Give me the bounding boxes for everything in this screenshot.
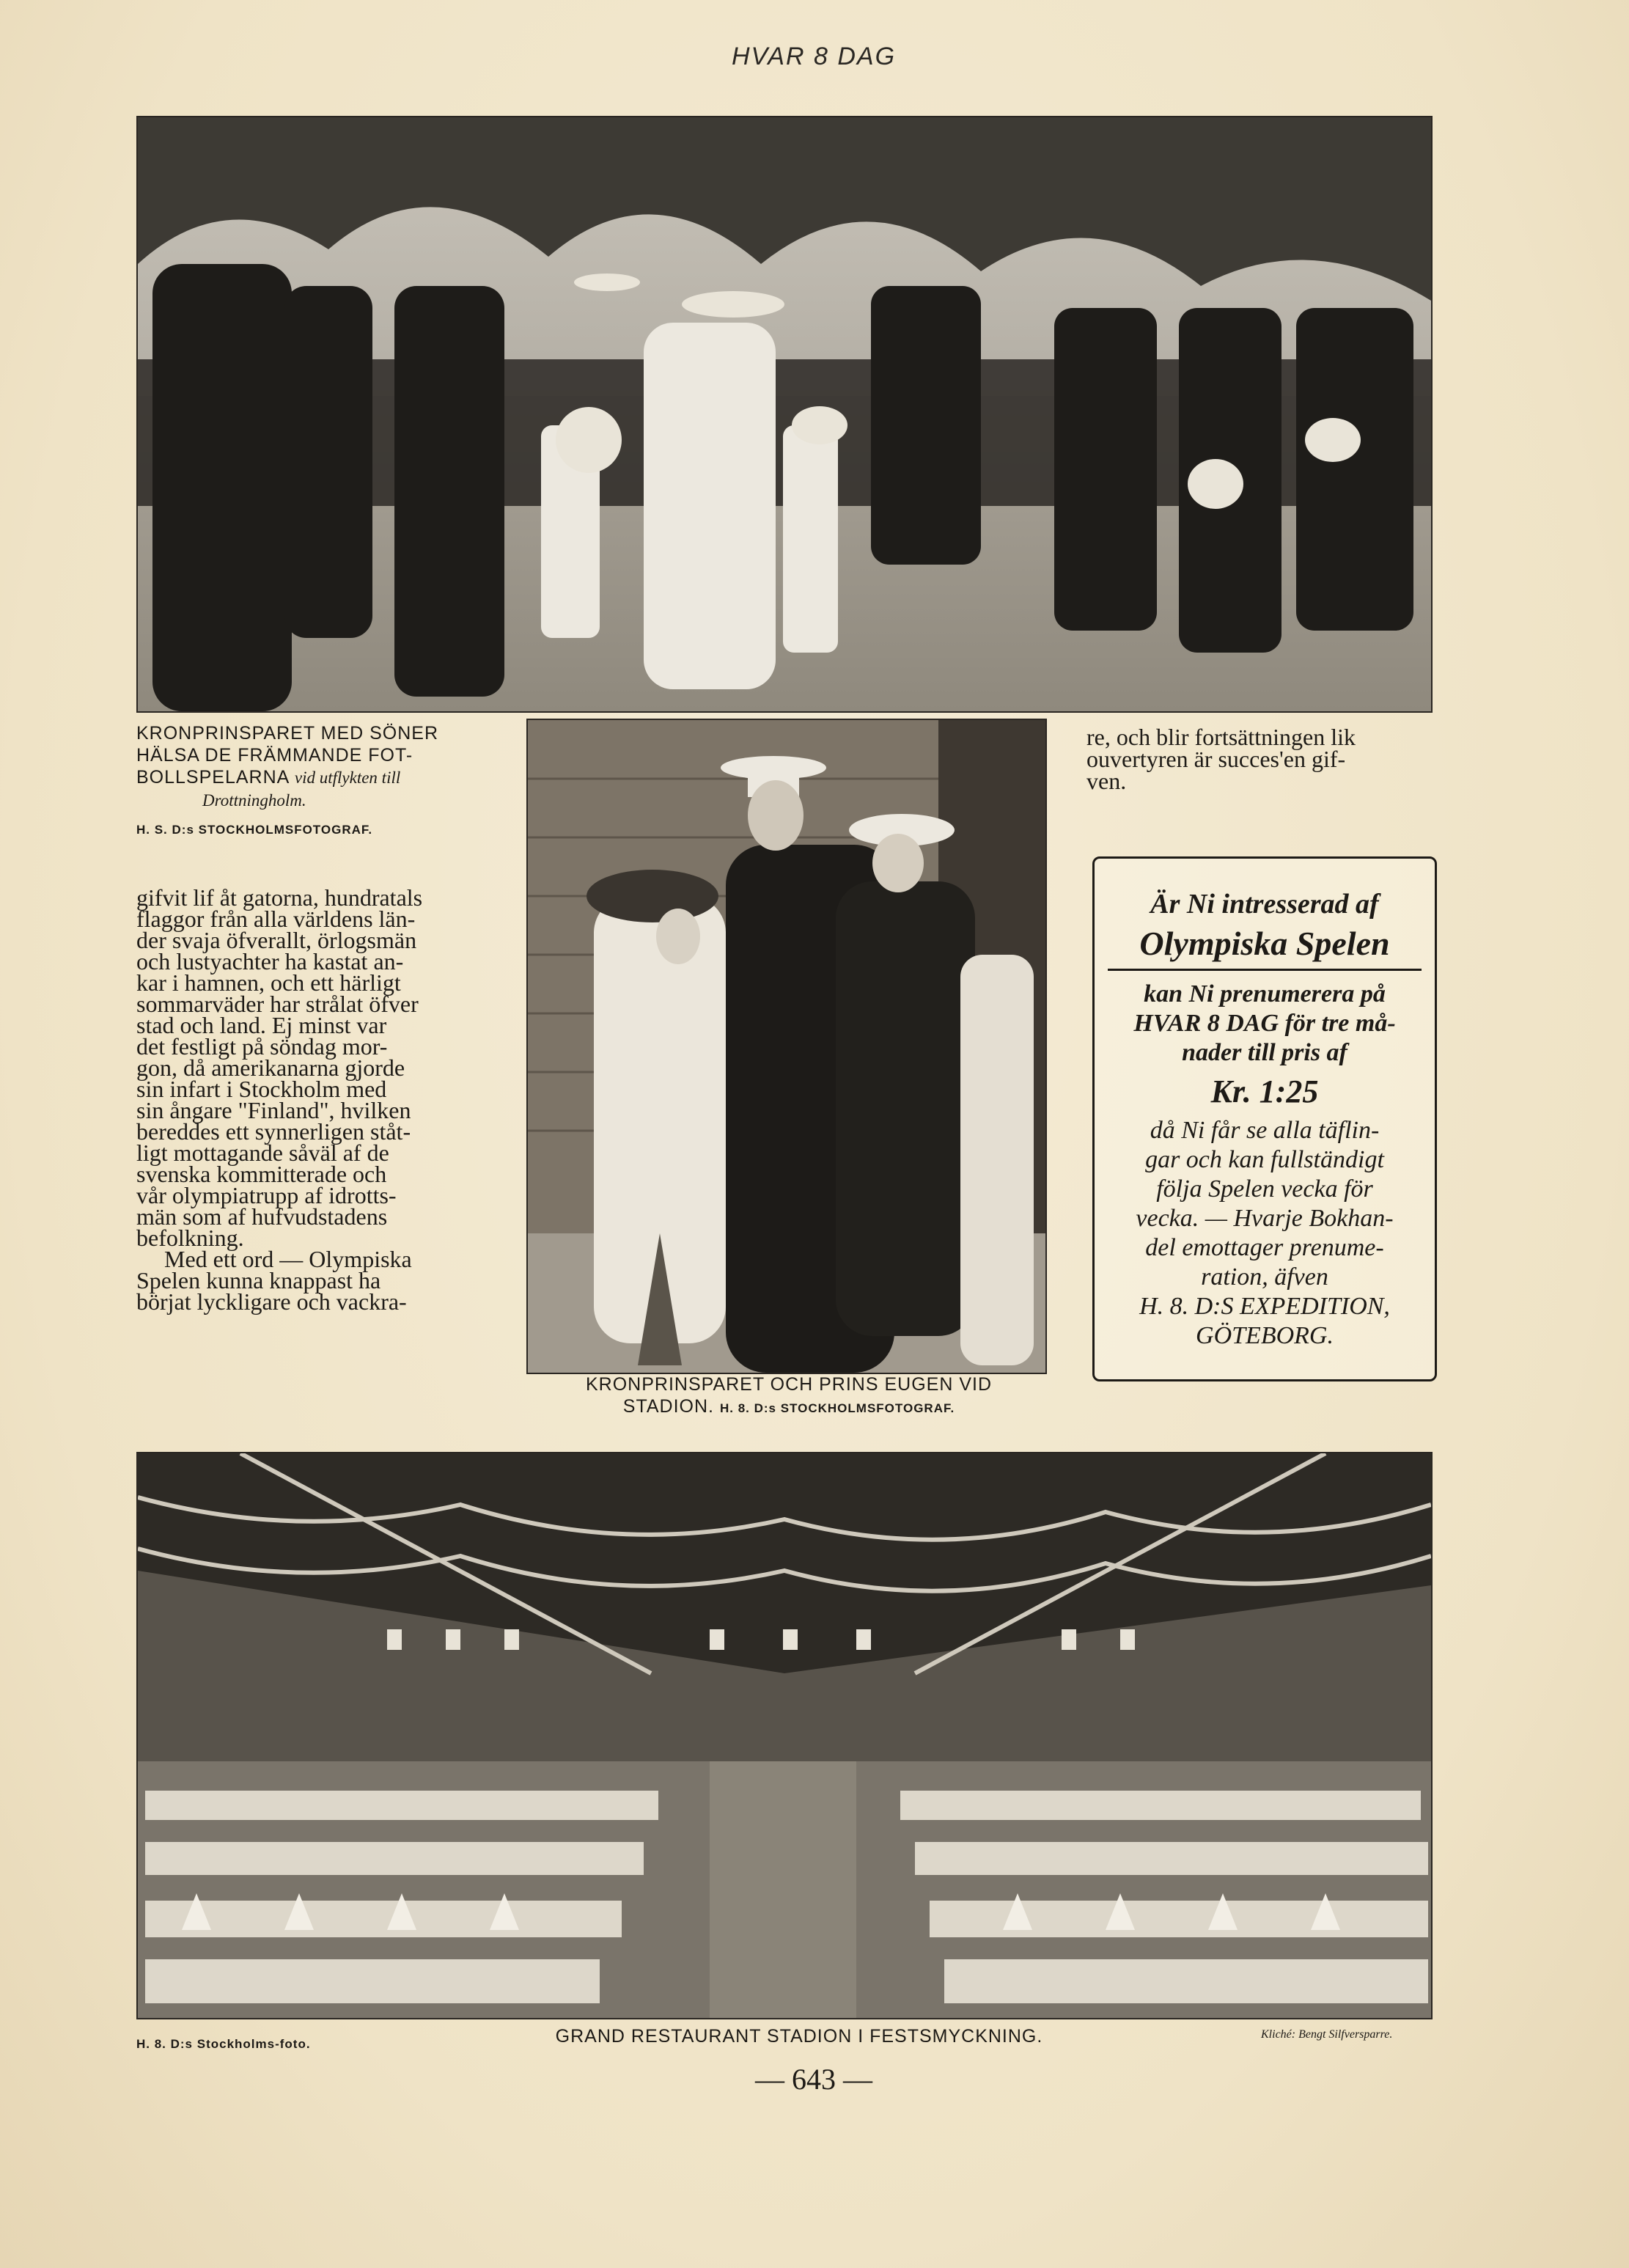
photo-3-image [138, 1453, 1431, 2018]
photo-2-image [528, 720, 1045, 1373]
article-line: re, och blir fortsättningen lik [1086, 724, 1356, 750]
photo-2-caption-text: STADION. [622, 1396, 715, 1417]
advert-line: HVAR 8 DAG för tre må- [1133, 1010, 1396, 1037]
article-line: svenska kommitterade och [136, 1161, 387, 1187]
advert-line: nader till pris af [1182, 1039, 1347, 1066]
photo-2-caption [528, 1373, 1050, 1420]
article-line: ven. [1086, 768, 1127, 794]
article-line: sommarväder har strålat öfver [136, 991, 419, 1017]
advert-body-line: H. 8. D:S EXPEDITION, [1139, 1293, 1390, 1320]
photo-1-caption-line: KRONPRINSPARET MED SÖNER [136, 723, 439, 744]
article-line: det festligt på söndag mor- [136, 1033, 388, 1060]
advert-body-line: då Ni får se alla täflin- [1150, 1117, 1380, 1144]
advert-title: Är Ni intresserad af [1150, 889, 1379, 920]
article-line: ouvertyren är succes'en gif- [1086, 746, 1346, 772]
photo-1-caption-line: HÄLSA DE FRÄMMANDE FOT- [136, 745, 413, 766]
article-line: stad och land. Ej minst var [136, 1012, 387, 1038]
advert-body [1108, 1116, 1422, 1351]
page-number: — 643 — [755, 2063, 872, 2096]
article-line: befolkning. [136, 1225, 244, 1251]
photo-1-caption-italic: vid utflykten till [294, 768, 401, 787]
photo-2-credit: H. 8. D:s STOCKHOLMSFOTOGRAF. [719, 1401, 955, 1415]
photo-1-caption [136, 722, 503, 841]
photo-3-credit: H. 8. D:s Stockholms-foto. [136, 2037, 311, 2051]
article-line: vår olympiatrupp af idrotts- [136, 1182, 397, 1208]
article-line: Med ett ord — Olympiska [164, 1246, 412, 1272]
photo-2-caption-line: KRONPRINSPARET OCH PRINS EUGEN VID [586, 1374, 992, 1395]
article-line: börjat lyckligare och vackra- [136, 1288, 407, 1315]
article-line: och lustyachter ha kastat an- [136, 948, 404, 975]
photo-1-credit: H. S. D:s STOCKHOLMSFOTOGRAF. [136, 823, 373, 837]
article-line: Spelen kunna knappast ha [136, 1267, 381, 1293]
advert-body-line: gar och kan fullständigt [1145, 1146, 1384, 1173]
advert-body-line: del emottager prenume- [1145, 1234, 1384, 1261]
article-line: bereddes ett synnerligen ståt- [136, 1118, 411, 1145]
advert-body-line: ration, äfven [1201, 1263, 1328, 1291]
article-line: der svaja öfverallt, örlogsmän [136, 927, 417, 953]
advert-headline: Olympiska Spelen [1108, 923, 1422, 971]
advert-body-line: vecka. — Hvarje Bokhan- [1136, 1205, 1394, 1232]
article-line: kar i hamnen, och ett härligt [136, 969, 401, 996]
article-line: sin ångare "Finland", hvilken [136, 1097, 411, 1123]
advert-price: Kr. 1:25 [1210, 1074, 1319, 1109]
advert-body-line: följa Spelen vecka för [1156, 1175, 1373, 1203]
photo-1-caption-italic: Drottningholm. [202, 791, 306, 810]
photo-crown-prince-greeting-footballers [136, 116, 1433, 713]
advert-body-line: GÖTEBORG. [1196, 1322, 1334, 1349]
article-line: gon, då amerikanarna gjorde [136, 1054, 405, 1081]
article-line: ligt mottagande såväl af de [136, 1139, 389, 1166]
photo-2-caption-line [528, 1395, 1050, 1420]
photo-1-image [138, 117, 1431, 711]
photo-3-caption: GRAND RESTAURANT STADION I FESTSMYCKNING. [555, 2026, 1043, 2047]
photo-crown-prince-and-prince-eugen [526, 719, 1047, 1374]
article-continuation [1086, 726, 1453, 792]
photo-grand-restaurant-stadion [136, 1452, 1433, 2019]
article-line: gifvit lif åt gatorna, hundratals [136, 884, 423, 911]
running-header: HVAR 8 DAG [731, 43, 897, 70]
photo-3-kliche-credit: Kliché: Bengt Silfversparre. [1261, 2028, 1393, 2041]
article-body [136, 884, 490, 1315]
subscription-advert [1092, 856, 1437, 1381]
article-line: sin infart i Stockholm med [136, 1076, 387, 1102]
photo-1-caption-line: BOLLSPELARNA [136, 767, 289, 788]
advert-line: kan Ni prenumerera på [1144, 980, 1386, 1008]
article-line: flaggor från alla världens län- [136, 906, 416, 932]
article-line: män som af hufvudstadens [136, 1203, 388, 1230]
